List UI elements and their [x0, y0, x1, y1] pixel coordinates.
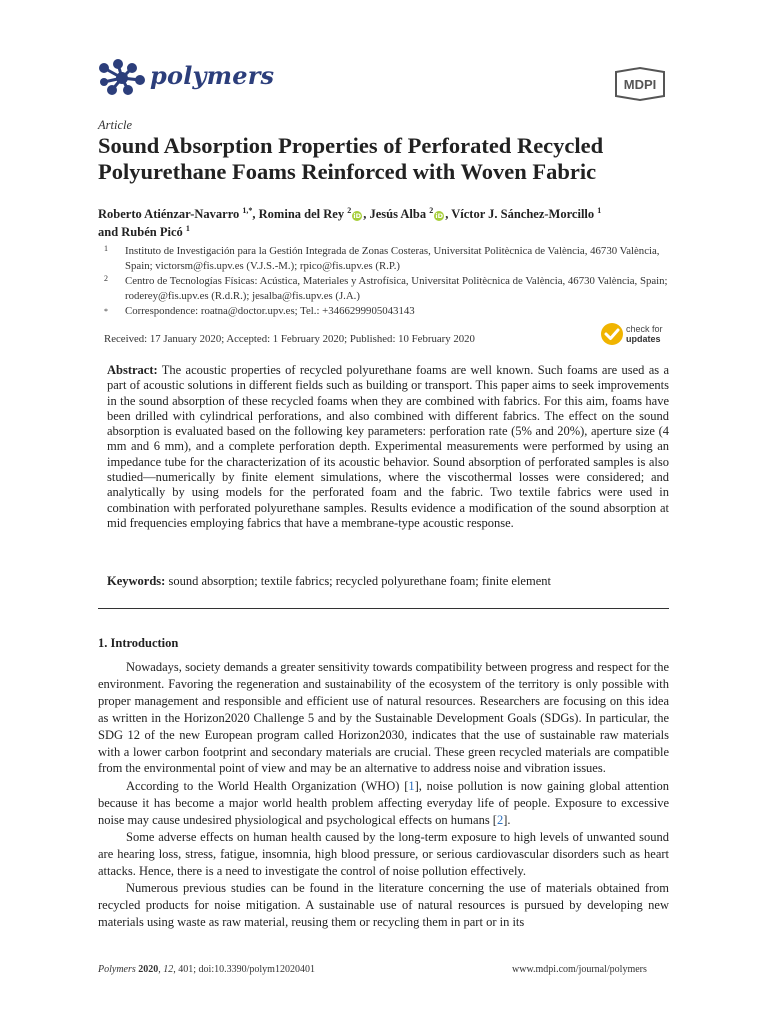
paragraph-text: According to the World Health Organization (WHO) [: [126, 778, 409, 793]
paragraph-text: Some adverse effects on human health caused by the long-term exposure to high levels of unwanted sound are hearing loss, stress, fatigue, insomnia, high blood pressure, or serious cardiovascular disorders such as heart attacks. Hence, there is a need to investigate the control of noise pollution effectively.: [98, 830, 669, 878]
journal-logo[interactable]: [98, 58, 275, 100]
keywords-label: Keywords:: [107, 574, 166, 588]
author-name[interactable]: Romina del Rey: [258, 207, 345, 221]
author-superscript: 1: [185, 223, 190, 233]
author-list: Roberto Atiénzar-Navarro $^{1,*}$, Romina del Rey $^2$iD , Jesús Alba $^2$iD , Víctor J. Sánchez-Morcillo $^1$ and Rubén Picó $^1$: [98, 205, 602, 239]
polymers-molecule-icon: [98, 58, 146, 98]
abstract-label: Abstract:: [107, 363, 158, 377]
affiliation-text: Centro de Tecnologías Físicas: Acústica, Materiales y Astrofísica, Universitat Politècnica de València, 46730 València, Spain; roderey@fis.upv.es (R.d.R.); jesalba@fis.upv.es (J.A.): [125, 275, 668, 302]
author-superscript: 1: [597, 205, 602, 215]
affiliation-mark: 1: [104, 244, 108, 253]
paragraph-text: ], noise pollution is now gaining global attention because it has become a major world health problem affecting everyday life of people. Exposure to excessive noise may cause undesired physiological and psychological effects on humans [: [98, 778, 669, 827]
abstract-text: The acoustic properties of recycled polyurethane foams are well known. Such foams are used as a part of acoustic solutions in different fields such as building or transport. This paper aims to seek improvements in the sound absorption of these recycled foams when they are combined with fabrics. For this aim, foams have been drilled with cylindrical perforations, and also combined with different fabrics. The effect on the sound absorption is evaluated based on the following key parameters: perforation rate (5% and 20%), aperture size (4 mm and 6 mm), and a complete perforation depth. Experimental measurements were performed by using an impedance tube for the characterization of its acoustic behavior. Sound absorption of perforated samples is also studied—numerically by finite element simulations, where the viscothermal losses were considered; and analytically by using models for the perforated foam and the fabric. Two textile fabrics were used in combination with perforated polyurethane samples. Results evidence a modification of the sound absorption at mid frequencies employing fabrics that have a membrane-type acoustic response.: [107, 363, 669, 530]
affiliation-mark: 2: [104, 274, 108, 283]
paragraph-text: ].: [503, 812, 511, 827]
article-title: Sound Absorption Properties of Perforated Recycled Polyurethane Foams Reinforced with Woven Fabric: [98, 133, 604, 184]
correspondence-text: Correspondence: roatna@doctor.upv.es; Tel.: +3466299905043143: [125, 305, 415, 317]
paragraph: [98, 880, 669, 931]
body-text: [98, 659, 669, 932]
footer-volume: 12: [163, 964, 174, 975]
correspondence: [104, 304, 674, 319]
paragraph: [98, 659, 669, 777]
check-updates-line2: updates: [626, 334, 661, 344]
received-dates: Received: 17 January 2020; Accepted: 1 February 2020; Published: 10 February 2020: [104, 333, 475, 345]
author-name[interactable]: Roberto Atiénzar-Navarro: [98, 207, 240, 221]
footer-journal: Polymers: [98, 964, 136, 975]
article-type: Article: [98, 118, 133, 132]
journal-name: polymers: [150, 61, 275, 90]
section-heading: 1. Introduction: [98, 636, 179, 650]
author-name[interactable]: Víctor J. Sánchez-Morcillo: [451, 207, 595, 221]
citation-link[interactable]: 1: [408, 778, 415, 793]
author-superscript: 2: [429, 205, 434, 215]
footer-year: 2020: [138, 964, 159, 975]
section-divider: [98, 608, 669, 609]
citation-link[interactable]: 2: [496, 812, 504, 827]
footer-citation: Polymers 2020, 12, 401; doi:10.3390/polym12020401: [98, 964, 315, 975]
publisher-name: MDPI: [623, 77, 657, 92]
affiliation-mark: *: [104, 307, 108, 316]
affiliation-2: [104, 274, 674, 304]
author-name[interactable]: Jesús Alba: [369, 207, 427, 221]
keywords-text: sound absorption; textile fabrics; recycled polyurethane foam; finite element: [168, 574, 551, 588]
paragraph: [98, 778, 669, 829]
author-name[interactable]: Rubén Picó: [121, 225, 183, 239]
orcid-icon[interactable]: iD: [435, 212, 444, 220]
abstract: [107, 363, 669, 531]
footer-doi: , 401; doi:10.3390/polym12020401: [173, 964, 315, 975]
check-badge-icon: [600, 322, 624, 346]
footer-url[interactable]: www.mdpi.com/journal/polymers: [512, 964, 647, 975]
affiliation-text: Instituto de Investigación para la Gestión Integrada de Zonas Costeras, Universitat Politècnica de València, 46730 València, Spain; victorsm@fis.upv.es (V.J.S.-M.); rpico@fis.upv.es (R.P.): [125, 245, 660, 272]
paragraph-text: Nowadays, society demands a greater sensitivity towards compatibility between progress and respect for the environment. Favoring the regeneration and sustainability of the ecosystem of the territory is only possible with proper management and responsible and efficient use of natural resources. Researchers are focusing on this idea as written in the Horizon2020 Challenge 5 and by the Sustainable Development Goals (SDGs). In particular, the SDG 12 of the new European program called Horizon2030, indicates that the use of sustainable raw materials with a lower carbon footprint and secondary materials are crucial. These green recycled materials are compatible from the environmental point of view and may be an alternative to address noise and vibration issues.: [98, 660, 669, 776]
check-for-updates-button[interactable]: [600, 321, 670, 347]
keywords: [107, 574, 669, 589]
author-superscript: 1,*: [242, 205, 253, 215]
mdpi-logo[interactable]: [612, 66, 668, 102]
author-superscript: 2: [347, 205, 352, 215]
paragraph-text: Numerous previous studies can be found in the literature concerning the use of materials obtained from recycled products for noise mitigation. A sustainable use of natural resources is pursued by developing new materials using waste as raw material, reusing them or recycling them in part or in its: [98, 881, 669, 930]
orcid-icon[interactable]: iD: [353, 212, 362, 220]
check-updates-line1: check for: [626, 324, 663, 334]
affiliation-1: [104, 244, 674, 274]
paragraph: [98, 829, 669, 880]
